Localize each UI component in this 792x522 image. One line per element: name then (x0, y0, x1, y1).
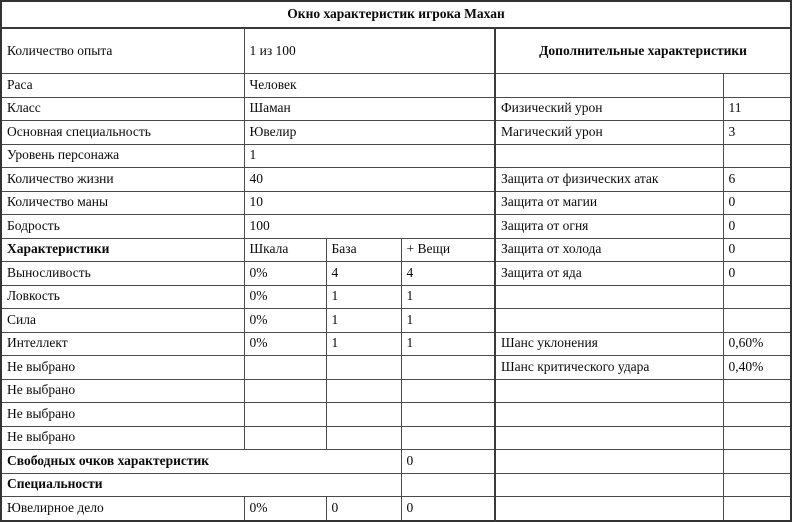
info-label: Количество жизни (1, 168, 244, 192)
extra-stat-label: Защита от магии (495, 191, 723, 215)
stat-scale (244, 379, 326, 403)
extra-stat-label (495, 74, 723, 98)
stat-label[interactable]: Не выбрано (1, 356, 244, 380)
stat-label[interactable]: Не выбрано (1, 426, 244, 450)
stat-scale (244, 426, 326, 450)
stat-items: 1 (401, 285, 495, 309)
stat-scale (244, 356, 326, 380)
title-row (1, 1, 791, 28)
info-label: Бодрость (1, 215, 244, 239)
extra-stat-value: 0,40% (723, 356, 791, 380)
extra-stat-label: Защита от физических атак (495, 168, 723, 192)
info-row (1, 97, 791, 121)
experience-label: Количество опыта (1, 28, 244, 74)
extra-stat-value (723, 309, 791, 333)
specialties-header-spacer (401, 473, 495, 497)
extra-stat-value: 0 (723, 238, 791, 262)
stat-items: 4 (401, 262, 495, 286)
info-label: Уровень персонажа (1, 144, 244, 168)
specialties-header-label: Специальности (1, 473, 401, 497)
info-row (1, 168, 791, 192)
extra-stat-label (495, 144, 723, 168)
extra-stat-value (723, 285, 791, 309)
extra-stat-value (723, 497, 791, 521)
stat-row (1, 426, 791, 450)
info-value: 40 (244, 168, 495, 192)
specialties-header-row (1, 473, 791, 497)
stat-label[interactable]: Ловкость (1, 285, 244, 309)
extra-stat-label: Физический урон (495, 97, 723, 121)
extra-stat-label (495, 473, 723, 497)
extra-stat-value (723, 473, 791, 497)
info-row (1, 215, 791, 239)
extra-stat-label (495, 426, 723, 450)
stat-scale: 0% (244, 332, 326, 356)
stat-base: 1 (326, 332, 401, 356)
stat-row (1, 356, 791, 380)
stat-base: 1 (326, 285, 401, 309)
extra-stat-label (495, 450, 723, 474)
stat-items (401, 379, 495, 403)
extra-stat-value (723, 450, 791, 474)
specialty-base: 0 (326, 497, 401, 521)
specialty-row (1, 497, 791, 521)
stat-items: 1 (401, 309, 495, 333)
info-label: Раса (1, 74, 244, 98)
extra-stat-value: 0 (723, 215, 791, 239)
stat-label[interactable]: Выносливость (1, 262, 244, 286)
info-value: Человек (244, 74, 495, 98)
stat-row (1, 379, 791, 403)
extra-stat-value (723, 403, 791, 427)
stat-items (401, 356, 495, 380)
info-value: 100 (244, 215, 495, 239)
stat-label[interactable]: Сила (1, 309, 244, 333)
info-row (1, 74, 791, 98)
stat-base (326, 379, 401, 403)
info-value: 10 (244, 191, 495, 215)
stats-header-row (1, 238, 791, 262)
stat-items (401, 426, 495, 450)
extra-stat-value: 0 (723, 191, 791, 215)
extra-stat-label: Шанс критического удара (495, 356, 723, 380)
stat-row (1, 262, 791, 286)
extra-stat-value: 0,60% (723, 332, 791, 356)
stat-scale: 0% (244, 285, 326, 309)
extra-stat-value (723, 379, 791, 403)
extra-stat-label (495, 403, 723, 427)
info-value: Шаман (244, 97, 495, 121)
info-label: Основная специальность (1, 121, 244, 145)
extra-stat-label (495, 309, 723, 333)
info-value: 1 (244, 144, 495, 168)
free-points-row (1, 450, 791, 474)
stat-base (326, 403, 401, 427)
stat-scale (244, 403, 326, 427)
stat-base (326, 356, 401, 380)
stat-scale: 0% (244, 262, 326, 286)
stat-scale: 0% (244, 309, 326, 333)
extra-stat-value: 11 (723, 97, 791, 121)
extra-stat-label (495, 285, 723, 309)
specialty-items: 0 (401, 497, 495, 521)
stats-header-label: Характеристики (1, 238, 244, 262)
extra-stat-label: Защита от огня (495, 215, 723, 239)
stats-col-items: + Вещи (401, 238, 495, 262)
extra-stat-value: 6 (723, 168, 791, 192)
stat-items: 1 (401, 332, 495, 356)
extra-stat-label: Шанс уклонения (495, 332, 723, 356)
extra-stats-header: Дополнительные характеристики (495, 28, 791, 74)
info-label: Класс (1, 97, 244, 121)
experience-row (1, 28, 791, 74)
stats-table-body (1, 1, 791, 521)
specialty-scale: 0% (244, 497, 326, 521)
experience-value: 1 из 100 (244, 28, 495, 74)
specialty-label[interactable]: Ювелирное дело (1, 497, 244, 521)
extra-stat-value: 0 (723, 262, 791, 286)
extra-stat-label: Защита от яда (495, 262, 723, 286)
stats-col-scale: Шкала (244, 238, 326, 262)
extra-stat-value (723, 74, 791, 98)
stat-label[interactable]: Интеллект (1, 332, 244, 356)
stat-row (1, 285, 791, 309)
window-title: Окно характеристик игрока Махан (1, 1, 791, 28)
info-row (1, 144, 791, 168)
stat-base: 1 (326, 309, 401, 333)
extra-stat-label (495, 497, 723, 521)
stats-col-base: База (326, 238, 401, 262)
extra-stat-value: 3 (723, 121, 791, 145)
stat-base: 4 (326, 262, 401, 286)
stat-row (1, 403, 791, 427)
info-value: Ювелир (244, 121, 495, 145)
extra-stat-label (495, 379, 723, 403)
extra-stat-label: Защита от холода (495, 238, 723, 262)
info-label: Количество маны (1, 191, 244, 215)
free-points-label: Свободных очков характеристик (1, 450, 401, 474)
stat-label[interactable]: Не выбрано (1, 403, 244, 427)
extra-stat-label: Магический урон (495, 121, 723, 145)
free-points-value: 0 (401, 450, 495, 474)
stat-label[interactable]: Не выбрано (1, 379, 244, 403)
stat-row (1, 309, 791, 333)
stat-items (401, 403, 495, 427)
extra-stat-value (723, 426, 791, 450)
info-row (1, 191, 791, 215)
info-row (1, 121, 791, 145)
stat-base (326, 426, 401, 450)
extra-stat-value (723, 144, 791, 168)
stat-row (1, 332, 791, 356)
